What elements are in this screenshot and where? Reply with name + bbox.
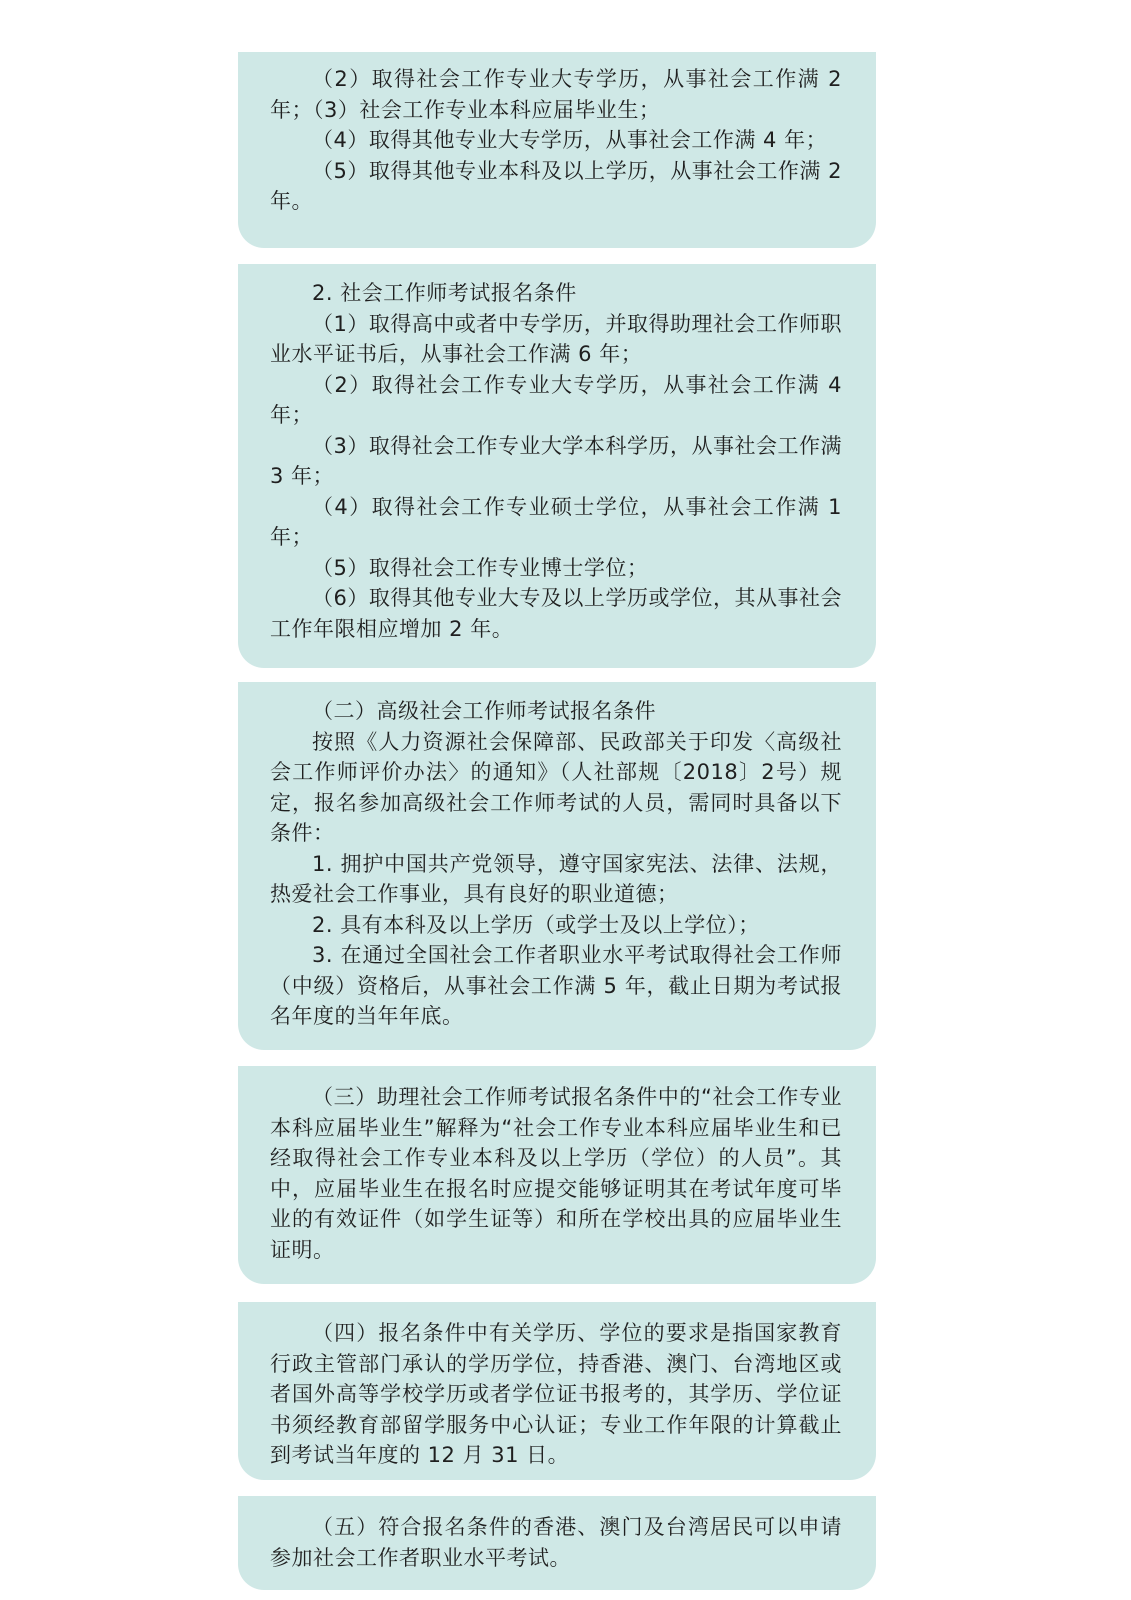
section-card-1 bbox=[238, 52, 876, 248]
paragraph: （3）取得社会工作专业大学本科学历，从事社会工作满 3 年； bbox=[270, 433, 842, 488]
paragraph: 1. 拥护中国共产党领导，遵守国家宪法、法律、法规，热爱社会工作事业，具有良好的职业道德； bbox=[270, 851, 842, 906]
paragraph: （四）报名条件中有关学历、学位的要求是指国家教育行政主管部门承认的学历学位，持香港、澳门、台湾地区或者国外高等学校学历或者学位证书报考的，其学历、学位证书须经教育部留学服务中心认证；专业工作年限的计算截止到考试当年度的 12 月 31 日。 bbox=[270, 1321, 842, 1467]
section-card-6 bbox=[238, 1496, 876, 1590]
section-card-4 bbox=[238, 1066, 876, 1284]
paragraph: （5）取得社会工作专业博士学位； bbox=[312, 555, 649, 580]
section-card-5 bbox=[238, 1302, 876, 1480]
paragraph: （4）取得社会工作专业硕士学位，从事社会工作满 1 年； bbox=[270, 494, 842, 549]
paragraph: （6）取得其他专业大专及以上学历或学位，其从事社会工作年限相应增加 2 年。 bbox=[270, 586, 842, 641]
section-card-2 bbox=[238, 264, 876, 668]
paragraph: 3. 在通过全国社会工作者职业水平考试取得社会工作师（中级）资格后，从事社会工作满 5 年，截止日期为考试报名年度的当年年底。 bbox=[270, 943, 842, 1028]
section-heading: （二）高级社会工作师考试报名条件 bbox=[312, 699, 656, 723]
section-heading: 2. 社会工作师考试报名条件 bbox=[312, 281, 577, 305]
paragraph: 2. 具有本科及以上学历（或学士及以上学位）； bbox=[312, 912, 760, 937]
paragraph: 按照《人力资源社会保障部、民政部关于印发〈高级社会工作师评价办法〉的通知》（人社部规〔2018〕2号）规定，报名参加高级社会工作师考试的人员，需同时具备以下条件： bbox=[270, 729, 842, 845]
paragraph: （2）取得社会工作专业大专学历，从事社会工作满 2 年；（3）社会工作专业本科应届毕业生； bbox=[270, 67, 842, 122]
paragraph: （5）取得其他专业本科及以上学历，从事社会工作满 2 年。 bbox=[270, 158, 842, 213]
paragraph: （2）取得社会工作专业大专学历，从事社会工作满 4 年； bbox=[270, 372, 842, 427]
paragraph: （三）助理社会工作师考试报名条件中的“社会工作专业本科应届毕业生”解释为“社会工作专业本科应届毕业生和已经取得社会工作专业本科及以上学历（学位）的人员”。其中，应届毕业生在报名时应提交能够证明其在考试年度可毕业的有效证件（如学生证等）和所在学校出具的应届毕业生证明。 bbox=[270, 1085, 842, 1262]
paragraph: （五）符合报名条件的香港、澳门及台湾居民可以申请参加社会工作者职业水平考试。 bbox=[270, 1515, 842, 1570]
paragraph: （4）取得其他专业大专学历，从事社会工作满 4 年； bbox=[312, 128, 828, 152]
paragraph: （1）取得高中或者中专学历，并取得助理社会工作师职业水平证书后，从事社会工作满 6 年； bbox=[270, 311, 842, 366]
section-card-3 bbox=[238, 682, 876, 1050]
